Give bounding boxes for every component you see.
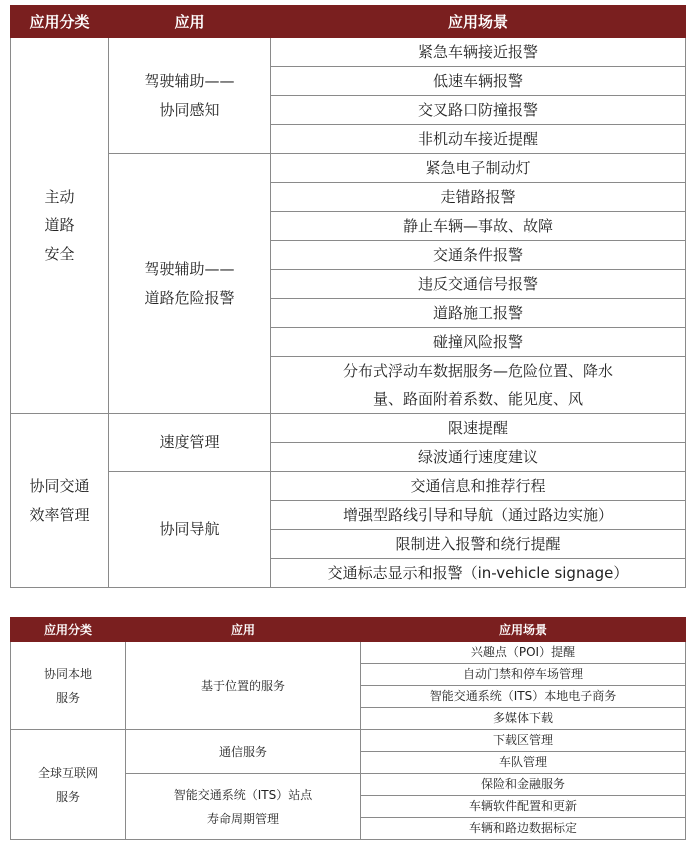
header-category: 应用分类 — [11, 6, 109, 38]
category-cell: 全球互联网 服务 — [11, 730, 126, 840]
scenario-cell: 限速提醒 — [271, 414, 686, 443]
scenario-cell: 交通标志显示和报警（in-vehicle signage） — [271, 559, 686, 588]
table-row — [11, 38, 686, 67]
table-row — [11, 472, 686, 501]
scenario-cell: 静止车辆—事故、故障 — [271, 212, 686, 241]
scenario-cell: 保险和金融服务 — [361, 774, 686, 796]
scenario-cell: 低速车辆报警 — [271, 67, 686, 96]
scenario-cell: 车队管理 — [361, 752, 686, 774]
category-cell: 协同本地 服务 — [11, 642, 126, 730]
scenario-cell: 非机动车接近提醒 — [271, 125, 686, 154]
scenario-cell: 分布式浮动车数据服务—危险位置、降水 量、路面附着系数、能见度、风 — [271, 357, 686, 414]
application-cell: 速度管理 — [109, 414, 271, 472]
table-row — [11, 730, 686, 752]
v2x-applications-table-2 — [10, 617, 686, 840]
scenario-cell: 紧急电子制动灯 — [271, 154, 686, 183]
header-application: 应用 — [126, 618, 361, 642]
header-scenario: 应用场景 — [271, 6, 686, 38]
scenario-cell: 交通信息和推荐行程 — [271, 472, 686, 501]
scenario-cell: 道路施工报警 — [271, 299, 686, 328]
scenario-cell: 车辆软件配置和更新 — [361, 796, 686, 818]
scenario-cell: 智能交通系统（ITS）本地电子商务 — [361, 686, 686, 708]
scenario-cell: 增强型路线引导和导航（通过路边实施） — [271, 501, 686, 530]
header-category: 应用分类 — [11, 618, 126, 642]
category-cell: 协同交通 效率管理 — [11, 414, 109, 588]
header-application: 应用 — [109, 6, 271, 38]
scenario-cell: 交通条件报警 — [271, 241, 686, 270]
scenario-cell: 紧急车辆接近报警 — [271, 38, 686, 67]
application-cell: 智能交通系统（ITS）站点 寿命周期管理 — [126, 774, 361, 840]
application-cell: 基于位置的服务 — [126, 642, 361, 730]
table-row — [11, 642, 686, 664]
scenario-cell: 违反交通信号报警 — [271, 270, 686, 299]
scenario-cell: 碰撞风险报警 — [271, 328, 686, 357]
header-scenario: 应用场景 — [361, 618, 686, 642]
scenario-cell: 限制进入报警和绕行提醒 — [271, 530, 686, 559]
table-row — [11, 154, 686, 183]
scenario-cell: 多媒体下载 — [361, 708, 686, 730]
application-cell: 通信服务 — [126, 730, 361, 774]
application-cell: 驾驶辅助—— 协同感知 — [109, 38, 271, 154]
table-header-row — [11, 618, 686, 642]
category-cell: 主动 道路 安全 — [11, 38, 109, 414]
scenario-cell: 下载区管理 — [361, 730, 686, 752]
scenario-cell: 走错路报警 — [271, 183, 686, 212]
scenario-cell: 车辆和路边数据标定 — [361, 818, 686, 840]
table-header-row — [11, 6, 686, 38]
v2x-applications-table-1 — [10, 5, 686, 588]
scenario-cell: 交叉路口防撞报警 — [271, 96, 686, 125]
application-cell: 协同导航 — [109, 472, 271, 588]
scenario-cell: 兴趣点（POI）提醒 — [361, 642, 686, 664]
scenario-cell: 自动门禁和停车场管理 — [361, 664, 686, 686]
application-cell: 驾驶辅助—— 道路危险报警 — [109, 154, 271, 414]
table-row — [11, 414, 686, 443]
scenario-cell: 绿波通行速度建议 — [271, 443, 686, 472]
